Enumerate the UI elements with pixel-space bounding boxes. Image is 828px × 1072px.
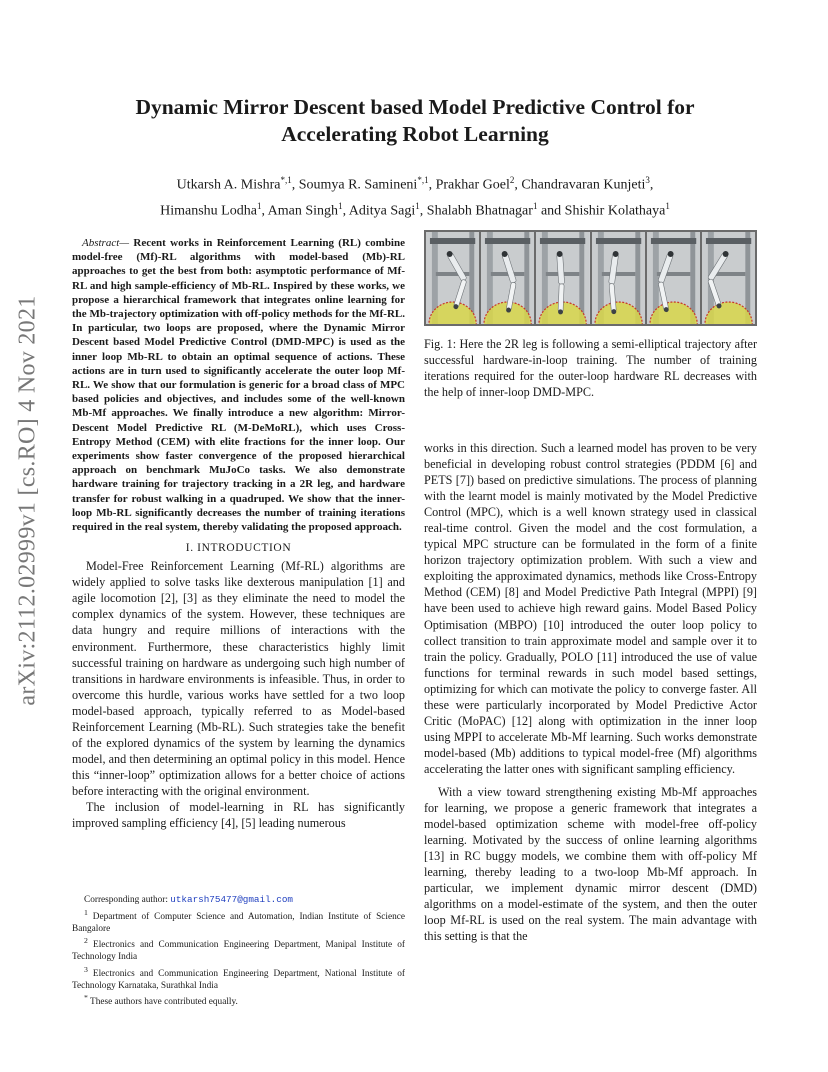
footnote-equal-contribution: * These authors have contributed equally. — [84, 993, 238, 1008]
figure-frame — [647, 232, 700, 324]
title-line-2: Accelerating Robot Learning — [281, 122, 549, 146]
left-column — [72, 236, 405, 831]
abstract-text: Recent works in Reinforcement Learning (RL) combine model-free (Mf)-RL algorithms with model-based (Mb)-RL approaches to get the best from both: asymptotic performance of Mf-RL and high sample-efficiency of Mb-RL. Inspired by these works, we propose a hierarchical framework that integrates online learning for the Mb-trajectory optimization with off-policy methods for the Mf-RL. In particular, two loops are proposed, where the Dynamic Mirror Descent based Model Predictive Control (DMD-MPC) is used as the inner loop Mb-RL to obtain an optimal sequence of actions. These actions are in turn used to significantly accelerate the outer loop Mf-RL. We show that our formulation is generic for a broad class of MPC based policies and objectives, and includes some of the well-known Mb-Mf approaches. We finally introduce a new algorithm: Mirror-Descent Model Predictive RL (M-DeMoRL), which uses Cross-Entropy Method (CEM) with elite fractions for the inner loop. Our experiments show faster convergence of the proposed hierarchical approach on benchmark MuJoCo tasks. We also demonstrate hardware training for trajectory tracking in a 2R leg, and hardware transfer for robust walking in a quadruped. We show that the inner-loop Mb-RL significantly decreases the number of training iterations required in the real system, thereby validating the proposed approach. — [72, 237, 405, 534]
intro-paragraph-2: The inclusion of model-learning in RL has significantly improved sampling efficiency [4], [5] leading numerous — [72, 799, 405, 831]
robot-leg-photo — [536, 232, 589, 324]
right-column-body — [424, 440, 757, 944]
robot-leg-photo — [426, 232, 479, 324]
author-affiliation-mark: 3 — [645, 175, 650, 185]
abstract — [72, 236, 405, 534]
author-affiliation-mark: 2 — [509, 175, 515, 185]
author-line-1: Utkarsh A. Mishra$^{*,1}$, Soumya R. Samineni$^{*,1}$, Prakhar Goel$^2$, Chandravaran Kunjeti$^3$, — [176, 175, 654, 193]
author-name: Chandravaran Kunjeti — [521, 177, 646, 193]
footnotes — [72, 894, 405, 1009]
corresponding-author: Corresponding author: utkarsh75477@gmail.com — [84, 894, 293, 905]
author-affiliation-mark: *,1 — [417, 175, 429, 185]
author-affiliation-mark: *,1 — [280, 175, 292, 185]
footnote-1: $^1$ Department of Computer Science and Automation, Indian Institute of Science Bangalore — [72, 907, 405, 934]
robot-leg-photo — [647, 232, 700, 324]
title-line-1: Dynamic Mirror Descent based Model Predictive Control for — [135, 95, 695, 119]
author-affiliation-mark: 1 — [256, 200, 262, 211]
author-name: Himanshu Lodha — [160, 203, 257, 219]
footnote-2: $^2$ Electronics and Communication Engineering Department, Manipal Institute of Technology India — [72, 936, 405, 962]
intro-paragraph-1: Model-Free Reinforcement Learning (Mf-RL) algorithms are widely applied to solve tasks like dexterous manipulation [1] and agile locomotion [2], [3] as they eliminate the need to model the complex dynamics of the system. However, these techniques are data hungry and require millions of interactions with the environment. Furthermore, these characteristics highly limit successful training on hardware as undergoing such high number of transitions in hardware environments is infeasible. Thus, in order to overcome this hurdle, various works have settled for a two loop model-based approach, typically referred to as Model-based Reinforcement Learning (Mb-RL). Such strategies take the benefit of the explored dynamics of the system by learning the dynamics model, and then determining an optimal policy in this model. Hence this “inner-loop” optimization allows for a better choice of actions before interacting with the original environment. — [72, 559, 405, 798]
author-affiliation-mark: 1 — [665, 200, 670, 211]
figure-caption: Fig. 1: Here the 2R leg is following a semi-elliptical trajectory after successful hardware-in-loop training. The number of training iterations required for the outer-loop hardware RL decreases with the help of inner-loop DMD-MPC. — [424, 337, 757, 400]
robot-leg-photo — [592, 232, 645, 324]
author-name: Aman Singh — [267, 203, 339, 219]
author-list — [90, 170, 740, 221]
author-name: Soumya R. Samineni — [298, 177, 418, 193]
corresponding-email[interactable]: utkarsh75477@gmail.com — [170, 894, 293, 905]
author-affiliation-mark: 1 — [338, 200, 343, 211]
figure-2r-leg-photo-strip — [424, 230, 757, 326]
author-name: Shalabh Bhatnagar — [426, 203, 533, 219]
author-line-2: Himanshu Lodha$^1$, Aman Singh$^1$, Aditya Sagi$^1$, Shalabh Bhatnagar$^1$ and Shishir Kolathaya$^1$ — [160, 200, 670, 219]
author-affiliation-mark: 1 — [532, 200, 538, 211]
right-paragraph-2: With a view toward strengthening existing Mb-Mf approaches for learning, we propose a generic framework that integrates a model-based optimization scheme with model-free off-policy learning. Motivated by the success of online learning algorithms [13] in RC buggy models, we combine them with off-policy Mf learning, thereby leading to a two-loop Mb-Mf approach. In particular, we implement dynamic mirror descent (DMD) algorithms on a model-estimate of the system, and then the outer loop Mf-RL is used on the real system. The main advantage with this setting is that the — [424, 784, 757, 944]
right-paragraph-1: works in this direction. Such a learned model has proven to be very beneficial in developing robust control strategies (PDDM [6] and PETS [7]) based on predictive simulations. The process of planning with the learnt model is mainly motivated by the Model Predictive Control (MPC), which is a well known strategy used in classical real-time control. Given the model and the cost formulation, a typical MPC structure can be formulated in the form of a finite horizon trajectory optimization problem. With such a view and exploiting the approximated dynamics, methods like Cross-Entropy Method (CEM) [8] and Model Predictive Path Integral (MPPI) [9] have been used to achieve high reward gains. Model Based Policy Optimisation (MBPO) [10] introduced the outer loop policy to collect transition to train approximate model and sample over it to train the policy. Gradually, POLO [11] introduced the use of value functions for terminal rewards in such model based settings, optimizing for which can motivate the policy to converge faster. All these were particularly incorporated by Model Predictive Actor Critic (MoPAC) [12] along with optimization in the inner loop using MPPI to accelerate Mb-Mf learning. Such works demonstrate model-based (Mb) additions to typical model-free (Mf) algorithms accelerating the latter ones with significant sampling efficiency. — [424, 441, 757, 776]
figure-frame — [702, 232, 755, 324]
author-name: Prakhar Goel — [435, 177, 510, 193]
arxiv-id-text: arXiv:2112.02999v1 [cs.RO] 4 Nov 2021 — [14, 294, 41, 706]
paper-title — [90, 94, 740, 148]
robot-leg-photo — [481, 232, 534, 324]
author-name: Utkarsh A. Mishra — [176, 177, 281, 193]
abstract-lead: Abstract— — [82, 237, 130, 249]
author-name: Aditya Sagi — [348, 203, 416, 219]
figure-frame — [592, 232, 645, 324]
section-heading-introduction: I. INTRODUCTION — [185, 542, 292, 555]
robot-leg-photo — [702, 232, 755, 324]
author-name: Shishir Kolathaya — [564, 203, 666, 219]
figure-frame — [426, 232, 479, 324]
right-column-top — [424, 230, 757, 400]
footnote-3: $^3$ Electronics and Communication Engineering Department, National Institute of Technology Karnataka, Surathkal India — [72, 964, 405, 991]
arxiv-identifier — [4, 270, 52, 730]
figure-frame — [481, 232, 534, 324]
author-affiliation-mark: 1 — [415, 200, 420, 211]
figure-frame — [536, 232, 589, 324]
